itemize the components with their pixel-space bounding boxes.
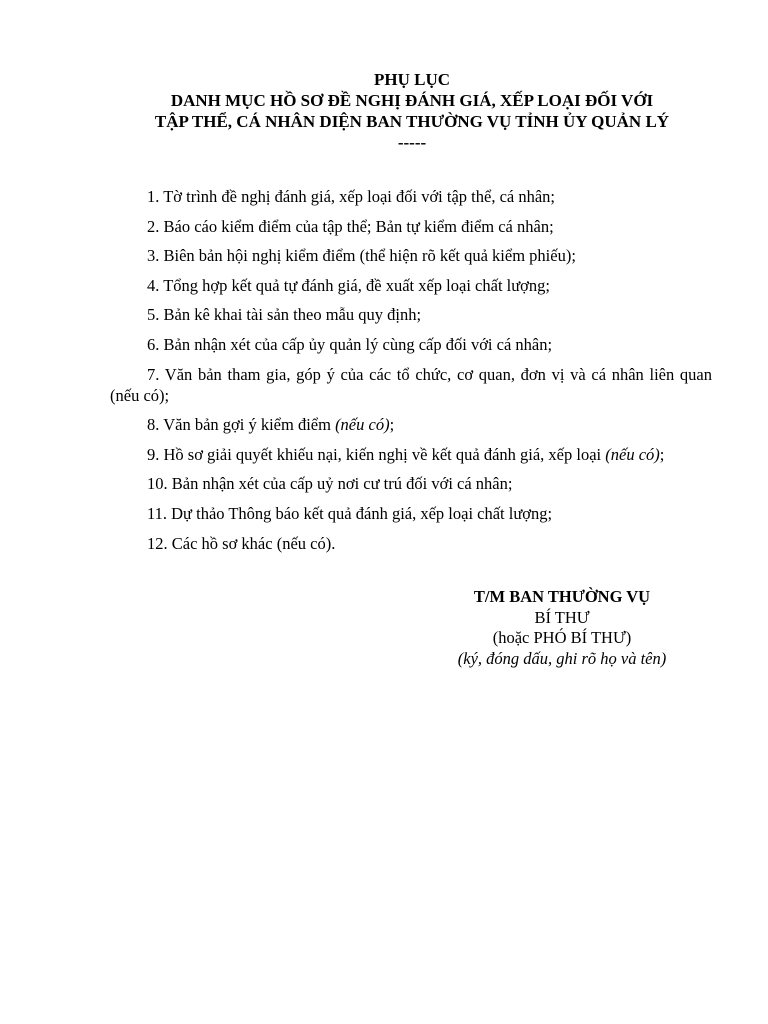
list-item: 3. Biên bản hội nghị kiểm điểm (thể hiện rõ kết quả kiểm phiếu); bbox=[147, 246, 576, 266]
signature-note: (ký, đóng dấu, ghi rõ họ và tên) bbox=[457, 648, 667, 668]
list-title-line-1: DANH MỤC HỒ SƠ ĐỀ NGHỊ ĐÁNH GIÁ, XẾP LOẠI ĐỐI VỚI bbox=[170, 91, 654, 110]
list-item: 6. Bản nhận xét của cấp ủy quản lý cùng cấp đối với cá nhân; bbox=[147, 334, 553, 354]
signature-title: BÍ THƯ bbox=[534, 607, 590, 627]
list-item-note: (nếu có) bbox=[605, 444, 660, 464]
list-item: 1. Tờ trình đề nghị đánh giá, xếp loại đối với tập thể, cá nhân; bbox=[147, 187, 556, 206]
list-item: 2. Báo cáo kiểm điểm của tập thể; Bản tự kiểm điểm cá nhân; bbox=[147, 216, 554, 236]
signature-block bbox=[412, 587, 712, 669]
list-item: 11. Dự thảo Thông báo kết quả đánh giá, xếp loại chất lượng; bbox=[147, 503, 553, 523]
list-item: 4. Tổng hợp kết quả tự đánh giá, đề xuất xếp loại chất lượng; bbox=[147, 275, 550, 295]
title-separator: ----- bbox=[397, 133, 427, 152]
list-item-note: (nếu có) bbox=[335, 415, 390, 435]
list-item: 5. Bản kê khai tài sản theo mẫu quy định; bbox=[147, 305, 422, 325]
list-item bbox=[110, 444, 712, 465]
list-item bbox=[110, 414, 712, 435]
document-header bbox=[0, 69, 768, 153]
appendix-title: PHỤ LỤC bbox=[373, 70, 451, 89]
list-item-text: 9. Hồ sơ giải quyết khiếu nại, kiến nghị về kết quả đánh giá, xếp loại bbox=[147, 444, 606, 464]
signature-alt-title: (hoặc PHÓ BÍ THƯ) bbox=[492, 628, 632, 647]
list-title-line-2: TẬP THỂ, CÁ NHÂN DIỆN BAN THƯỜNG VỤ TỈNH ỦY QUẢN LÝ bbox=[154, 112, 670, 131]
list-item-text: 8. Văn bản gợi ý kiểm điểm bbox=[147, 415, 336, 435]
list-item: 10. Bản nhận xét của cấp uỷ nơi cư trú đối với cá nhân; bbox=[147, 474, 513, 494]
list-item: 12. Các hồ sơ khác (nếu có). bbox=[147, 533, 336, 553]
signature-org: T/M BAN THƯỜNG VỤ bbox=[473, 587, 651, 606]
list-item: 7. Văn bản tham gia, góp ý của các tổ chức, cơ quan, đơn vị và cá nhân liên quan (nếu có); bbox=[110, 364, 712, 405]
document-list bbox=[110, 186, 712, 562]
list-item-tail: ; bbox=[389, 415, 395, 435]
list-item-tail: ; bbox=[659, 444, 665, 464]
